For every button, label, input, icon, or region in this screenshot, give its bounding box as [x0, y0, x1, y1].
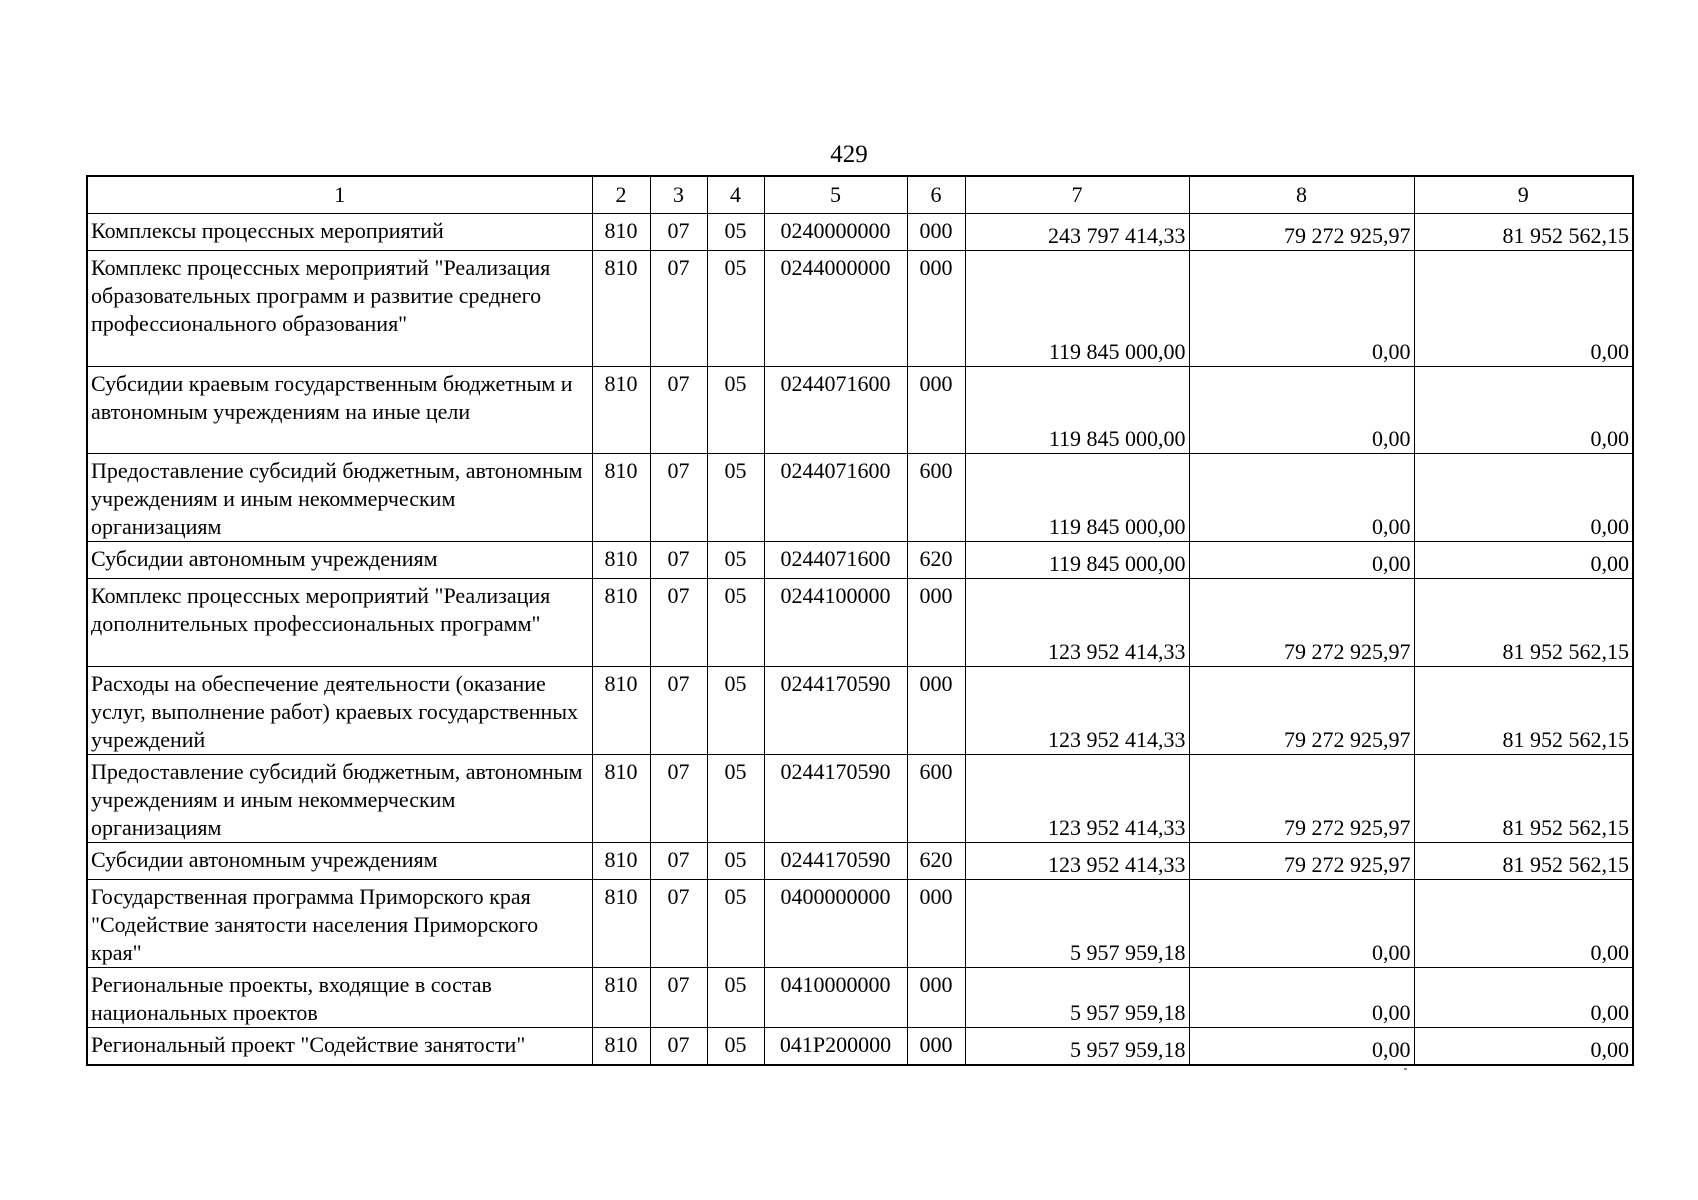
code-cell: 0244170590	[764, 667, 907, 755]
code-cell: 810	[592, 843, 650, 880]
code-cell: 620	[907, 843, 965, 880]
amount-cell: 0,00	[1189, 1028, 1414, 1065]
code-cell: 0244071600	[764, 542, 907, 579]
table-row	[87, 968, 1633, 1028]
scan-speck	[1404, 1068, 1407, 1070]
code-cell: 810	[592, 880, 650, 968]
row-name: Предоставление субсидий бюджетным, автономным учреждениям и иным некоммерческим организациям	[87, 454, 592, 542]
page-number: 429	[830, 141, 868, 168]
column-header: 1	[87, 176, 592, 214]
column-header: 2	[592, 176, 650, 214]
code-cell: 810	[592, 667, 650, 755]
code-cell: 041P200000	[764, 1028, 907, 1065]
code-cell: 07	[650, 843, 707, 880]
code-cell: 05	[707, 454, 764, 542]
code-cell: 810	[592, 579, 650, 667]
code-cell: 05	[707, 880, 764, 968]
column-header: 6	[907, 176, 965, 214]
amount-cell: 119 845 000,00	[965, 367, 1189, 454]
code-cell: 810	[592, 214, 650, 251]
code-cell: 05	[707, 1028, 764, 1065]
amount-cell: 79 272 925,97	[1189, 755, 1414, 843]
column-header: 5	[764, 176, 907, 214]
table-row	[87, 367, 1633, 454]
code-cell: 07	[650, 251, 707, 367]
code-cell: 07	[650, 1028, 707, 1065]
budget-table	[86, 175, 1634, 1066]
code-cell: 000	[907, 214, 965, 251]
code-cell: 620	[907, 542, 965, 579]
code-cell: 05	[707, 579, 764, 667]
table-row	[87, 667, 1633, 755]
amount-cell: 123 952 414,33	[965, 667, 1189, 755]
code-cell: 05	[707, 843, 764, 880]
row-name: Комплекс процессных мероприятий "Реализация дополнительных профессиональных программ"	[87, 579, 592, 667]
column-header: 3	[650, 176, 707, 214]
amount-cell: 0,00	[1414, 880, 1633, 968]
row-name: Предоставление субсидий бюджетным, автономным учреждениям и иным некоммерческим организациям	[87, 755, 592, 843]
amount-cell: 81 952 562,15	[1414, 579, 1633, 667]
code-cell: 07	[650, 454, 707, 542]
table-row	[87, 579, 1633, 667]
code-cell: 0244170590	[764, 755, 907, 843]
row-name: Субсидии автономным учреждениям	[87, 542, 592, 579]
amount-cell: 123 952 414,33	[965, 843, 1189, 880]
code-cell: 600	[907, 755, 965, 843]
code-cell: 0240000000	[764, 214, 907, 251]
code-cell: 05	[707, 367, 764, 454]
amount-cell: 81 952 562,15	[1414, 843, 1633, 880]
amount-cell: 79 272 925,97	[1189, 667, 1414, 755]
amount-cell: 0,00	[1414, 542, 1633, 579]
table-row	[87, 214, 1633, 251]
code-cell: 810	[592, 251, 650, 367]
code-cell: 0244170590	[764, 843, 907, 880]
table-row	[87, 880, 1633, 968]
code-cell: 0244071600	[764, 367, 907, 454]
row-name: Региональный проект "Содействие занятости"	[87, 1028, 592, 1065]
table-row	[87, 755, 1633, 843]
code-cell: 600	[907, 454, 965, 542]
row-name: Государственная программа Приморского края "Содействие занятости населения Приморского края"	[87, 880, 592, 968]
amount-cell: 119 845 000,00	[965, 454, 1189, 542]
row-name: Расходы на обеспечение деятельности (оказание услуг, выполнение работ) краевых государственных учреждений	[87, 667, 592, 755]
column-header: 7	[965, 176, 1189, 214]
code-cell: 05	[707, 968, 764, 1028]
amount-cell: 0,00	[1414, 367, 1633, 454]
amount-cell: 81 952 562,15	[1414, 755, 1633, 843]
column-header: 4	[707, 176, 764, 214]
table-row	[87, 843, 1633, 880]
code-cell: 0244071600	[764, 454, 907, 542]
row-name: Региональные проекты, входящие в состав национальных проектов	[87, 968, 592, 1028]
row-name: Субсидии автономным учреждениям	[87, 843, 592, 880]
code-cell: 810	[592, 454, 650, 542]
amount-cell: 0,00	[1189, 968, 1414, 1028]
table-row	[87, 251, 1633, 367]
amount-cell: 0,00	[1189, 367, 1414, 454]
code-cell: 07	[650, 667, 707, 755]
code-cell: 000	[907, 579, 965, 667]
amount-cell: 0,00	[1414, 968, 1633, 1028]
code-cell: 07	[650, 367, 707, 454]
code-cell: 07	[650, 542, 707, 579]
amount-cell: 119 845 000,00	[965, 542, 1189, 579]
amount-cell: 0,00	[1189, 880, 1414, 968]
code-cell: 0400000000	[764, 880, 907, 968]
code-cell: 05	[707, 755, 764, 843]
amount-cell: 81 952 562,15	[1414, 667, 1633, 755]
amount-cell: 123 952 414,33	[965, 579, 1189, 667]
code-cell: 000	[907, 968, 965, 1028]
amount-cell: 123 952 414,33	[965, 755, 1189, 843]
amount-cell: 119 845 000,00	[965, 251, 1189, 367]
amount-cell: 0,00	[1414, 454, 1633, 542]
code-cell: 810	[592, 968, 650, 1028]
amount-cell: 79 272 925,97	[1189, 579, 1414, 667]
table-row	[87, 1028, 1633, 1065]
amount-cell: 0,00	[1414, 1028, 1633, 1065]
code-cell: 05	[707, 214, 764, 251]
code-cell: 000	[907, 251, 965, 367]
code-cell: 000	[907, 367, 965, 454]
code-cell: 05	[707, 251, 764, 367]
amount-cell: 0,00	[1414, 251, 1633, 367]
code-cell: 0244000000	[764, 251, 907, 367]
header-row	[87, 176, 1633, 214]
amount-cell: 0,00	[1189, 251, 1414, 367]
table-row	[87, 542, 1633, 579]
code-cell: 0244100000	[764, 579, 907, 667]
amount-cell: 5 957 959,18	[965, 968, 1189, 1028]
code-cell: 000	[907, 1028, 965, 1065]
amount-cell: 81 952 562,15	[1414, 214, 1633, 251]
column-header: 8	[1189, 176, 1414, 214]
row-name: Субсидии краевым государственным бюджетным и автономным учреждениям на иные цели	[87, 367, 592, 454]
code-cell: 07	[650, 968, 707, 1028]
amount-cell: 79 272 925,97	[1189, 214, 1414, 251]
amount-cell: 79 272 925,97	[1189, 843, 1414, 880]
code-cell: 810	[592, 367, 650, 454]
code-cell: 07	[650, 579, 707, 667]
amount-cell: 0,00	[1189, 542, 1414, 579]
code-cell: 07	[650, 214, 707, 251]
code-cell: 07	[650, 755, 707, 843]
amount-cell: 243 797 414,33	[965, 214, 1189, 251]
code-cell: 810	[592, 542, 650, 579]
column-header: 9	[1414, 176, 1633, 214]
row-name: Комплекс процессных мероприятий "Реализация образовательных программ и развитие среднего профессионального образования"	[87, 251, 592, 367]
code-cell: 000	[907, 880, 965, 968]
amount-cell: 5 957 959,18	[965, 1028, 1189, 1065]
code-cell: 05	[707, 667, 764, 755]
code-cell: 07	[650, 880, 707, 968]
code-cell: 0410000000	[764, 968, 907, 1028]
code-cell: 000	[907, 667, 965, 755]
code-cell: 810	[592, 1028, 650, 1065]
amount-cell: 5 957 959,18	[965, 880, 1189, 968]
table-row	[87, 454, 1633, 542]
row-name: Комплексы процессных мероприятий	[87, 214, 592, 251]
code-cell: 05	[707, 542, 764, 579]
amount-cell: 0,00	[1189, 454, 1414, 542]
code-cell: 810	[592, 755, 650, 843]
